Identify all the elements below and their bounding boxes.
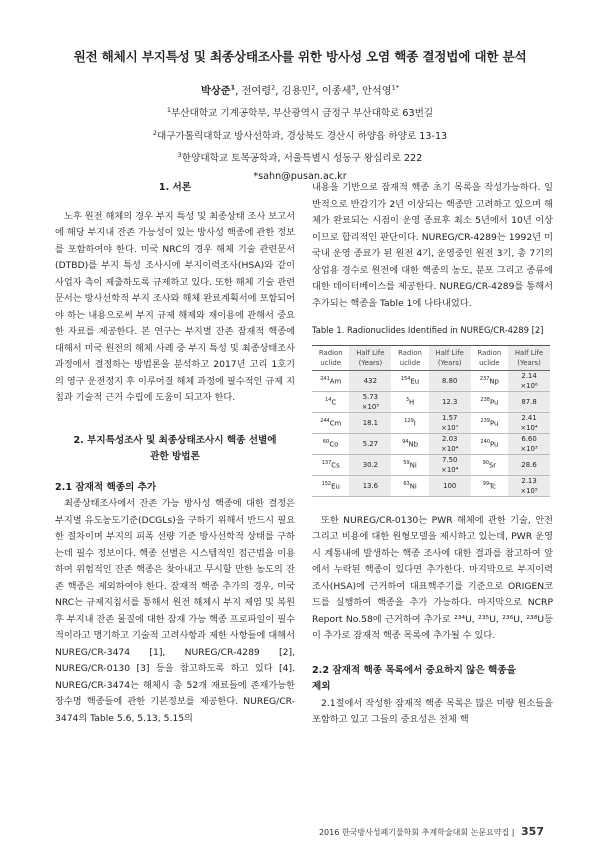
section-2-2-title-1: 2.2 잠재적 핵종 목록에서 중요하지 않은 핵종을 bbox=[312, 664, 516, 676]
table-cell: 2.03 ×10⁴ bbox=[429, 433, 471, 454]
table-row bbox=[312, 391, 550, 412]
table-cell: 2.14 ×10⁶ bbox=[508, 370, 550, 391]
table-cell: $^{137}$Cs bbox=[312, 454, 349, 475]
table-cell: 100 bbox=[429, 475, 471, 496]
table-cell: 7.50 ×10⁴ bbox=[429, 454, 471, 475]
footer-separator: | bbox=[511, 828, 515, 837]
table-header-cell: Half Life (Years) bbox=[429, 345, 471, 370]
author-block bbox=[0, 79, 600, 186]
table-header-cell: Half Life (Years) bbox=[349, 345, 391, 370]
table-cell: $^{14}$C bbox=[312, 391, 349, 412]
author-name: 안석영$^{1*}$ bbox=[362, 84, 399, 98]
section-2-1-body-c: 또한 NUREG/CR-0130는 PWR 해체에 관한 기술, 안전 그리고 비용에 대한 원형모델을 제시하고 있는데, PWR 운영시 계통내에 발생하는 핵종 조사에 대한 결과를 참고하여 앞에서 누락된 핵종이 있다면 추가한다. 마지막으로 부지이력조사(HSA)에 근거하여 대표핵주기를 기준으로 ORIGEN코드를 실행하여 핵종을 추가 가능하다. 마지막으로 NCRP Report No.58에 근거하여 추가로 ²³⁴U, ²³⁵U, ²³⁶U, ²³⁸U등이 추가로 잠재적 핵종 목록에 추가될 수 있다. bbox=[312, 514, 553, 641]
table-cell: 2.13 ×10⁵ bbox=[508, 475, 550, 496]
table-cell: 13.6 bbox=[349, 475, 391, 496]
section-2-title-2: 관한 방법론 bbox=[150, 451, 200, 462]
table-row bbox=[312, 370, 550, 391]
table-cell: $^{238}$Pu bbox=[471, 391, 508, 412]
table-cell: $^{244}$Cm bbox=[312, 412, 349, 433]
table-cell: $^{241}$Am bbox=[312, 370, 349, 391]
radionuclide-table bbox=[312, 345, 550, 497]
table-cell: 30.2 bbox=[349, 454, 391, 475]
page-footer bbox=[319, 825, 544, 838]
table-cell: $^{154}$Eu bbox=[391, 370, 428, 391]
table-cell: $^{99}$Tc bbox=[471, 475, 508, 496]
section-2-title-1: 2. 부지특성조사 및 최종상태조사시 핵종 선별에 bbox=[73, 434, 277, 446]
table-cell: $^{129}$I bbox=[391, 412, 428, 433]
table-row bbox=[312, 433, 550, 454]
table-cell: 2.41 ×10⁴ bbox=[508, 412, 550, 433]
section-1-title: 1. 서론 bbox=[158, 182, 192, 193]
author-name: 김용민$^2$ bbox=[281, 84, 316, 98]
table-cell: $^{90}$Sr bbox=[471, 454, 508, 475]
section-2-1-body-b: 내용을 기반으로 잠재적 핵종 초기 목록을 작성가능하다. 일반적으로 반감기가 2년 이상되는 핵종만 고려하고 있으며 해체가 완료되는 시점이 운영 종료후 최소 5년에서 10년 이상이므로 합리적인 판단이다. NUREG/CR-4289는 1992년 미국내 운영 종료가 된 원전 4기, 운영중인 원전 3기, 총 7기의 상업용 경수로 원전에 대한 핵종의 농도, 분포 그리고 종류에 대한 데이터베이스를 제공한다. NUREG/CR-4289를 통해서 추가되는 핵종을 Table 1에 나타내었다. bbox=[312, 182, 553, 309]
email: *sahn@pusan.ac.kr bbox=[253, 170, 347, 182]
table-body bbox=[312, 370, 550, 496]
page-number: 357 bbox=[521, 825, 544, 838]
right-column bbox=[312, 180, 553, 729]
affiliations bbox=[0, 101, 600, 168]
table-header-row bbox=[312, 345, 550, 370]
author-name: 전여령$^2$ bbox=[241, 84, 276, 98]
table-row bbox=[312, 475, 550, 496]
section-2-1-body-a: 최종상태조사에서 잔존 가능 방사성 핵종에 대한 결정은 부지별 유도농도기준(DCGLs)을 구하기 위해서 반드시 필요한 절차이며 부지의 피폭 선량 기준 방사선학적 상태를 구하는데 필수 정보이다. 핵종 선별은 시스템적인 접근법을 이용하여 위험적인 잔존 핵종은 찾아내고 무시할 만한 농도의 잔존 핵종은 제외하여야 한다. 잠재적 핵종 추가의 경우, 미국 NRC는 규제지침서를 통해서 원전 해체시 부지 제염 및 복원 후 부지내 잔존 물질에 대한 잠재 가능 핵종 프로파일이 필수적이라고 명기하고 기술적 고려사항과 제한 사항들에 대해서 NUREG/CR-3474 [1], NUREG/CR-4289 [2], NUREG/CR-0130 [3] 등을 참고하도록 하고 있다 [4]. NUREG/CR-3474는 해체시 총 52개 재료들에 존재가능한 장수명 핵종들에 관한 기본정보를 제공한다. NUREG/CR-3474의 Table 5.6, 5.13, 5.15의 bbox=[55, 498, 295, 724]
section-2-2-title-2: 제외 bbox=[312, 681, 331, 692]
table-cell: 8.80 bbox=[429, 370, 471, 391]
author-name: 박상준$^1$ bbox=[201, 84, 236, 98]
section-2-2-body: 2.1절에서 작성한 잠재적 핵종 목록은 많은 미량 원소들을 포함하고 있고 그들의 중요성은 전체 핵 bbox=[312, 697, 553, 725]
table-cell: $^{60}$Co bbox=[312, 433, 349, 454]
table-header-cell: Half Life (Years) bbox=[508, 345, 550, 370]
table-cell: $^{239}$Pu bbox=[471, 412, 508, 433]
table-cell: $^{59}$Ni bbox=[391, 454, 428, 475]
left-column bbox=[55, 180, 295, 727]
table-cell: 28.6 bbox=[508, 454, 550, 475]
affiliation-line: $^1$부산대학교 기계공학부, 부산광역시 금정구 부산대학로 63번길 bbox=[166, 106, 434, 120]
table-caption: Table 1. Radionuclides Identified in NUREG/CR-4289 [2] bbox=[312, 325, 544, 335]
paper-title: 원전 해체시 부지특성 및 최종상태조사를 위한 방사성 오염 핵종 결정법에 대한 분석 bbox=[73, 49, 527, 64]
table-cell: $^{63}$Ni bbox=[391, 475, 428, 496]
table-row bbox=[312, 412, 550, 433]
table-header-cell: Radion uclide bbox=[312, 345, 349, 370]
affiliation-line: $^2$대구가톨릭대학교 방사선학과, 경상북도 경산시 하양읍 하양로 13-13 bbox=[152, 128, 448, 142]
table-header-cell: Radion uclide bbox=[471, 345, 508, 370]
table-cell: 5.27 bbox=[349, 433, 391, 454]
table-cell: 6.60 ×10³ bbox=[508, 433, 550, 454]
table-cell: 87.8 bbox=[508, 391, 550, 412]
affiliation-line: $^3$한양대학교 토목공학과, 서울특별시 성동구 왕십리로 222 bbox=[177, 150, 423, 164]
table-cell: 18.1 bbox=[349, 412, 391, 433]
table-cell: $^{152}$Eu bbox=[312, 475, 349, 496]
author-names: 박상준$^1$, 전여령$^2$, 김용민$^2$, 이종세$^3$, 안석영$^{1*}$ bbox=[201, 84, 399, 98]
table-cell: $^{94}$Nb bbox=[391, 433, 428, 454]
footer-text: 2016 한국방사성폐기물학회 추계학술대회 논문요약집 bbox=[318, 828, 510, 837]
table-row bbox=[312, 454, 550, 475]
table-cell: 432 bbox=[349, 370, 391, 391]
section-1-body: 노후 원전 해체의 경우 부지 특성 및 최종상태 조사 보고서에 해당 부지내 잔존 가능성이 있는 방사성 핵종에 관한 정보를 포함하여야 한다. 미국 NRC의 경우 해체 기술 관련문서(DTBD)를 부지 특성 조사시에 부지이력조사(HSA)와 같이 사업자 측이 제출하도록 규제하고 있다. 또한 해체 기술 관련문서는 방사선학적 부지 조사와 해체 완료계획서에 포함되어야 하는 내용으로써 부지 규제 해제와 재이용에 관해서 중요한 자료를 제공한다. 본 연구는 부지별 잔존 잠재적 핵종에 대해서 미국 원전의 해체 사례 중 부지 특성 및 최종상태조사 과정에서 결정하는 방법론을 분석하고 2017년 고리 1호기의 영구 운전정지 후 이루어질 해체 과정에 필수적인 규제 지침과 기술적 근거 수립에 도움이 되고자 한다. bbox=[55, 210, 295, 403]
table-cell: $^{240}$Pu bbox=[471, 433, 508, 454]
table-cell: 1.57 ×10⁷ bbox=[429, 412, 471, 433]
table-header-cell: Radion uclide bbox=[391, 345, 428, 370]
table-cell: $^3$H bbox=[391, 391, 428, 412]
section-2-1-title: 2.1 잠재적 핵종의 추가 bbox=[55, 481, 157, 493]
table-cell: 12.3 bbox=[429, 391, 471, 412]
table-cell: $^{237}$Np bbox=[471, 370, 508, 391]
table-cell: 5.73 ×10³ bbox=[349, 391, 391, 412]
author-name: 이종세$^3$ bbox=[321, 84, 356, 98]
